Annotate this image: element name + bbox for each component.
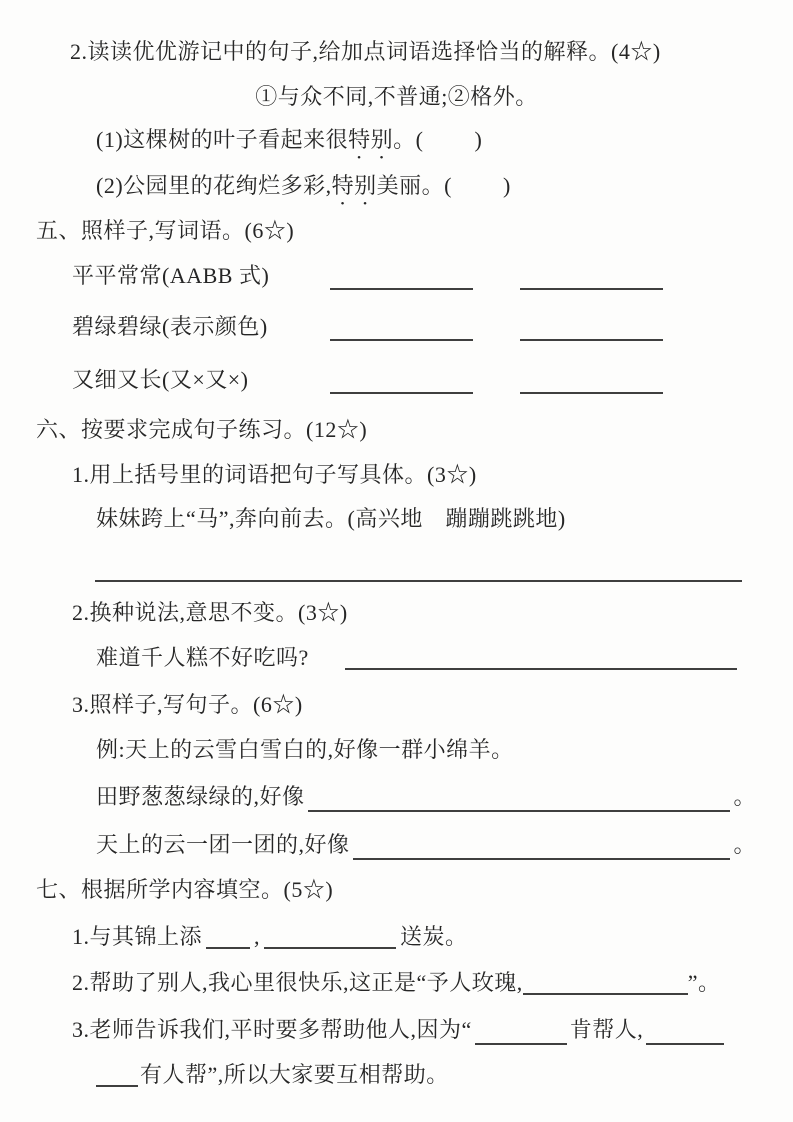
answer-blank xyxy=(345,648,737,670)
s6-q3-example: 例:天上的云雪白雪白的,好像一群小绵羊。 xyxy=(96,737,514,762)
answer-blank xyxy=(308,786,731,812)
word-pattern-row xyxy=(0,311,793,343)
q2-item-1 xyxy=(96,125,482,164)
s7-q1-comma: , xyxy=(254,924,261,949)
word-pattern-label: 又细又长(又×又×) xyxy=(72,367,249,392)
answer-blank xyxy=(353,834,731,860)
s7-q1 xyxy=(72,922,468,952)
s6-q2-sentence xyxy=(96,643,737,673)
s7-q3-line2-text: 有人帮”,所以大家要互相帮助。 xyxy=(140,1062,449,1087)
q2-item1-emphasized-word: 特别 xyxy=(348,127,394,152)
answer-blank xyxy=(96,1065,138,1087)
s6-q3-fill-1 xyxy=(96,782,756,812)
q2-choices: ①与众不同,不普通;②格外。 xyxy=(255,84,538,109)
s7-q2-text-pre: 2.帮助了别人,我心里很快乐,这正是“予人玫瑰, xyxy=(72,970,523,995)
answer-blank xyxy=(330,288,473,290)
s7-q3-line-1 xyxy=(72,1015,727,1045)
s6-q3-fill1-text: 田野葱葱绿绿的,好像 xyxy=(96,784,305,809)
word-pattern-label: 碧绿碧绿(表示颜色) xyxy=(72,314,268,339)
s6-q3-fill1-period: 。 xyxy=(733,784,756,809)
q2-item1-text-pre: (1)这棵树的叶子看起来很 xyxy=(96,127,349,152)
section-seven-heading: 七、根据所学内容填空。(5☆) xyxy=(36,877,334,902)
s6-q3-fill2-text: 天上的云一团一团的,好像 xyxy=(96,832,350,857)
q2-header: 2.读读优优游记中的句子,给加点词语选择恰当的解释。(4☆) xyxy=(70,39,661,64)
answer-line xyxy=(95,566,742,582)
s6-q1-sentence: 妹妹跨上“马”,奔向前去。(高兴地 蹦蹦跳跳地) xyxy=(96,506,566,531)
answer-blank xyxy=(330,392,473,394)
answer-blank xyxy=(646,1019,724,1045)
s6-q3-prompt: 3.照样子,写句子。(6☆) xyxy=(72,692,303,717)
q2-item-2 xyxy=(96,171,511,210)
s7-q1-text-post: 送炭。 xyxy=(400,924,468,949)
s7-q1-text-pre: 1.与其锦上添 xyxy=(72,924,203,949)
q2-item2-text-post: 美丽。( ) xyxy=(376,173,511,198)
s7-q2 xyxy=(72,968,721,998)
q2-item2-emphasized-word: 特别 xyxy=(331,173,377,198)
answer-blank xyxy=(206,927,250,949)
answer-blank xyxy=(520,392,663,394)
s7-q2-text-post: ”。 xyxy=(687,970,721,995)
answer-blank xyxy=(264,927,396,949)
section-six-heading: 六、按要求完成句子练习。(12☆) xyxy=(36,417,368,442)
s7-q3-line-2 xyxy=(96,1060,449,1090)
answer-blank xyxy=(330,339,473,341)
q2-item1-text-post: 。( ) xyxy=(393,127,483,152)
word-pattern-row xyxy=(0,260,793,292)
answer-blank xyxy=(520,339,663,341)
s6-q1-prompt: 1.用上括号里的词语把句子写具体。(3☆) xyxy=(72,462,477,487)
s6-q3-fill-2 xyxy=(96,830,756,860)
s6-q2-question-text: 难道千人糕不好吃吗? xyxy=(96,645,309,670)
word-pattern-label: 平平常常(AABB 式) xyxy=(72,263,270,288)
answer-blank xyxy=(523,973,688,995)
section-five-heading: 五、照样子,写词语。(6☆) xyxy=(36,218,295,243)
s7-q3-text-mid: 肯帮人, xyxy=(569,1017,644,1042)
s7-q3-text-pre: 3.老师告诉我们,平时要多帮助他人,因为“ xyxy=(72,1017,472,1042)
word-pattern-row xyxy=(0,364,793,396)
answer-blank xyxy=(520,288,663,290)
answer-blank xyxy=(475,1019,567,1045)
q2-item2-text-pre: (2)公园里的花绚烂多彩, xyxy=(96,173,332,198)
s6-q2-prompt: 2.换种说法,意思不变。(3☆) xyxy=(72,600,348,625)
s6-q3-fill2-period: 。 xyxy=(733,832,756,857)
